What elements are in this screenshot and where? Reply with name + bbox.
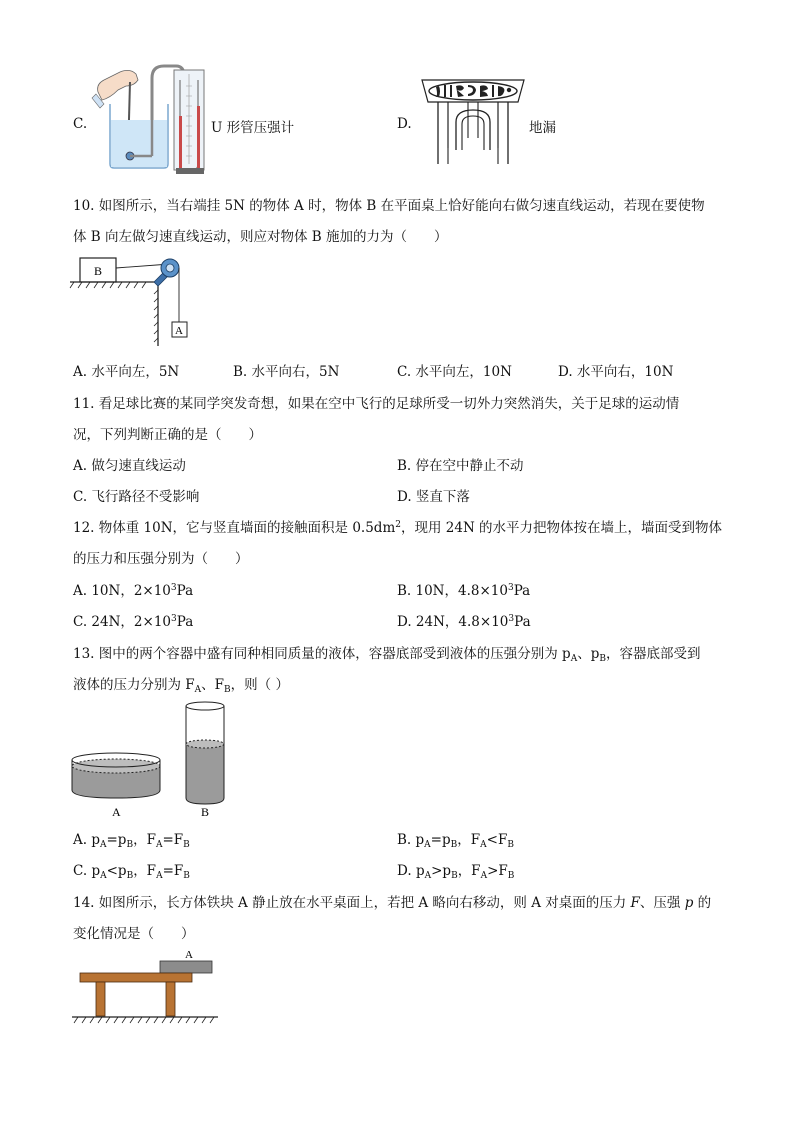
q10-block-a-label: A bbox=[175, 325, 183, 337]
u-tube-manometer-figure bbox=[92, 56, 212, 176]
q10-block-b-label: B bbox=[94, 264, 103, 278]
q14-stem-line-1: 14. 如图所示，长方体铁块 A 静止放在水平桌面上，若把 A 略向右移动，则 A 对桌面的压力 F、压强 p 的 bbox=[73, 895, 712, 911]
q13-container-b-label: B bbox=[201, 805, 210, 819]
q12-stem-line-2: 的压力和压强分别为（ ） bbox=[73, 551, 249, 567]
q13-option-c[interactable]: C. $p_A<p_B$，$F_A=F_B$ bbox=[73, 863, 190, 881]
two-containers-figure bbox=[68, 700, 238, 820]
q12-option-a[interactable]: A. 10N，$2\times 10^3Pa$ bbox=[73, 583, 194, 599]
table-iron-block-figure bbox=[70, 945, 220, 1025]
q14-stem-line-2: 变化情况是（ ） bbox=[73, 926, 195, 942]
q9-option-d-letter: D. bbox=[397, 116, 412, 132]
pulley-block-figure bbox=[70, 254, 200, 346]
q11-stem-line-1: 11. 看足球比赛的某同学突发奇想，如果在空中飞行的足球所受一切外力突然消失，关于足球的运动情 bbox=[73, 396, 680, 412]
q13-option-b[interactable]: B. $p_A=p_B$，$F_A<F_B$ bbox=[397, 832, 514, 850]
q14-block-a-label: A bbox=[185, 949, 193, 961]
q11-option-c[interactable]: C. 飞行路径不受影响 bbox=[73, 489, 200, 505]
q9-option-c-label: U 形管压强计 bbox=[211, 120, 295, 136]
q13-option-d[interactable]: D. $p_A>p_B$，$F_A>F_B$ bbox=[397, 863, 515, 881]
q11-option-a[interactable]: A. 做匀速直线运动 bbox=[73, 458, 186, 474]
q9-option-d-label: 地漏 bbox=[529, 120, 556, 136]
q13-option-a[interactable]: A. $p_A=p_B$，$F_A=F_B$ bbox=[73, 832, 190, 850]
q10-option-d[interactable]: D. 水平向右，10N bbox=[558, 364, 674, 380]
q11-option-b[interactable]: B. 停在空中静止不动 bbox=[397, 458, 524, 474]
q10-stem-line-2: 体 B 向左做匀速直线运动，则应对物体 B 施加的力为（ ） bbox=[73, 229, 448, 245]
q12-option-b[interactable]: B. 10N，$4.8\times 10^3Pa$ bbox=[397, 583, 531, 599]
q10-option-a[interactable]: A. 水平向左，5N bbox=[73, 364, 180, 380]
q11-option-d[interactable]: D. 竖直下落 bbox=[397, 489, 470, 505]
q13-stem-line-2: 液体的压力分别为 $F_A$、$F_B$，则（ ） bbox=[73, 677, 289, 695]
q10-stem-line-1: 10. 如图所示，当右端挂 5N 的物体 A 时，物体 B 在平面桌上恰好能向右做匀速直线运动，若现在要使物 bbox=[73, 198, 705, 214]
q10-option-c[interactable]: C. 水平向左，10N bbox=[397, 364, 512, 380]
q12-stem-line-1: 12. 物体重 10N，它与竖直墙面的接触面积是 $0.5dm^2$，现用 24N 的水平力把物体按在墙上，墙面受到物体 bbox=[73, 520, 723, 536]
q9-option-c-letter: C. bbox=[73, 116, 88, 132]
q13-container-a-label: A bbox=[112, 805, 121, 819]
q12-option-c[interactable]: C. 24N，$2\times 10^3Pa$ bbox=[73, 614, 194, 630]
q13-stem-line-1: 13. 图中的两个容器中盛有同种相同质量的液体，容器底部受到液体的压强分别为 $p_A$、$p_B$，容器底部受到 bbox=[73, 646, 701, 664]
q12-option-d[interactable]: D. 24N，$4.8\times 10^3Pa$ bbox=[397, 614, 531, 630]
q10-option-b[interactable]: B. 水平向右，5N bbox=[233, 364, 340, 380]
q11-stem-line-2: 况，下列判断正确的是（ ） bbox=[73, 427, 262, 443]
floor-drain-figure bbox=[418, 78, 528, 168]
